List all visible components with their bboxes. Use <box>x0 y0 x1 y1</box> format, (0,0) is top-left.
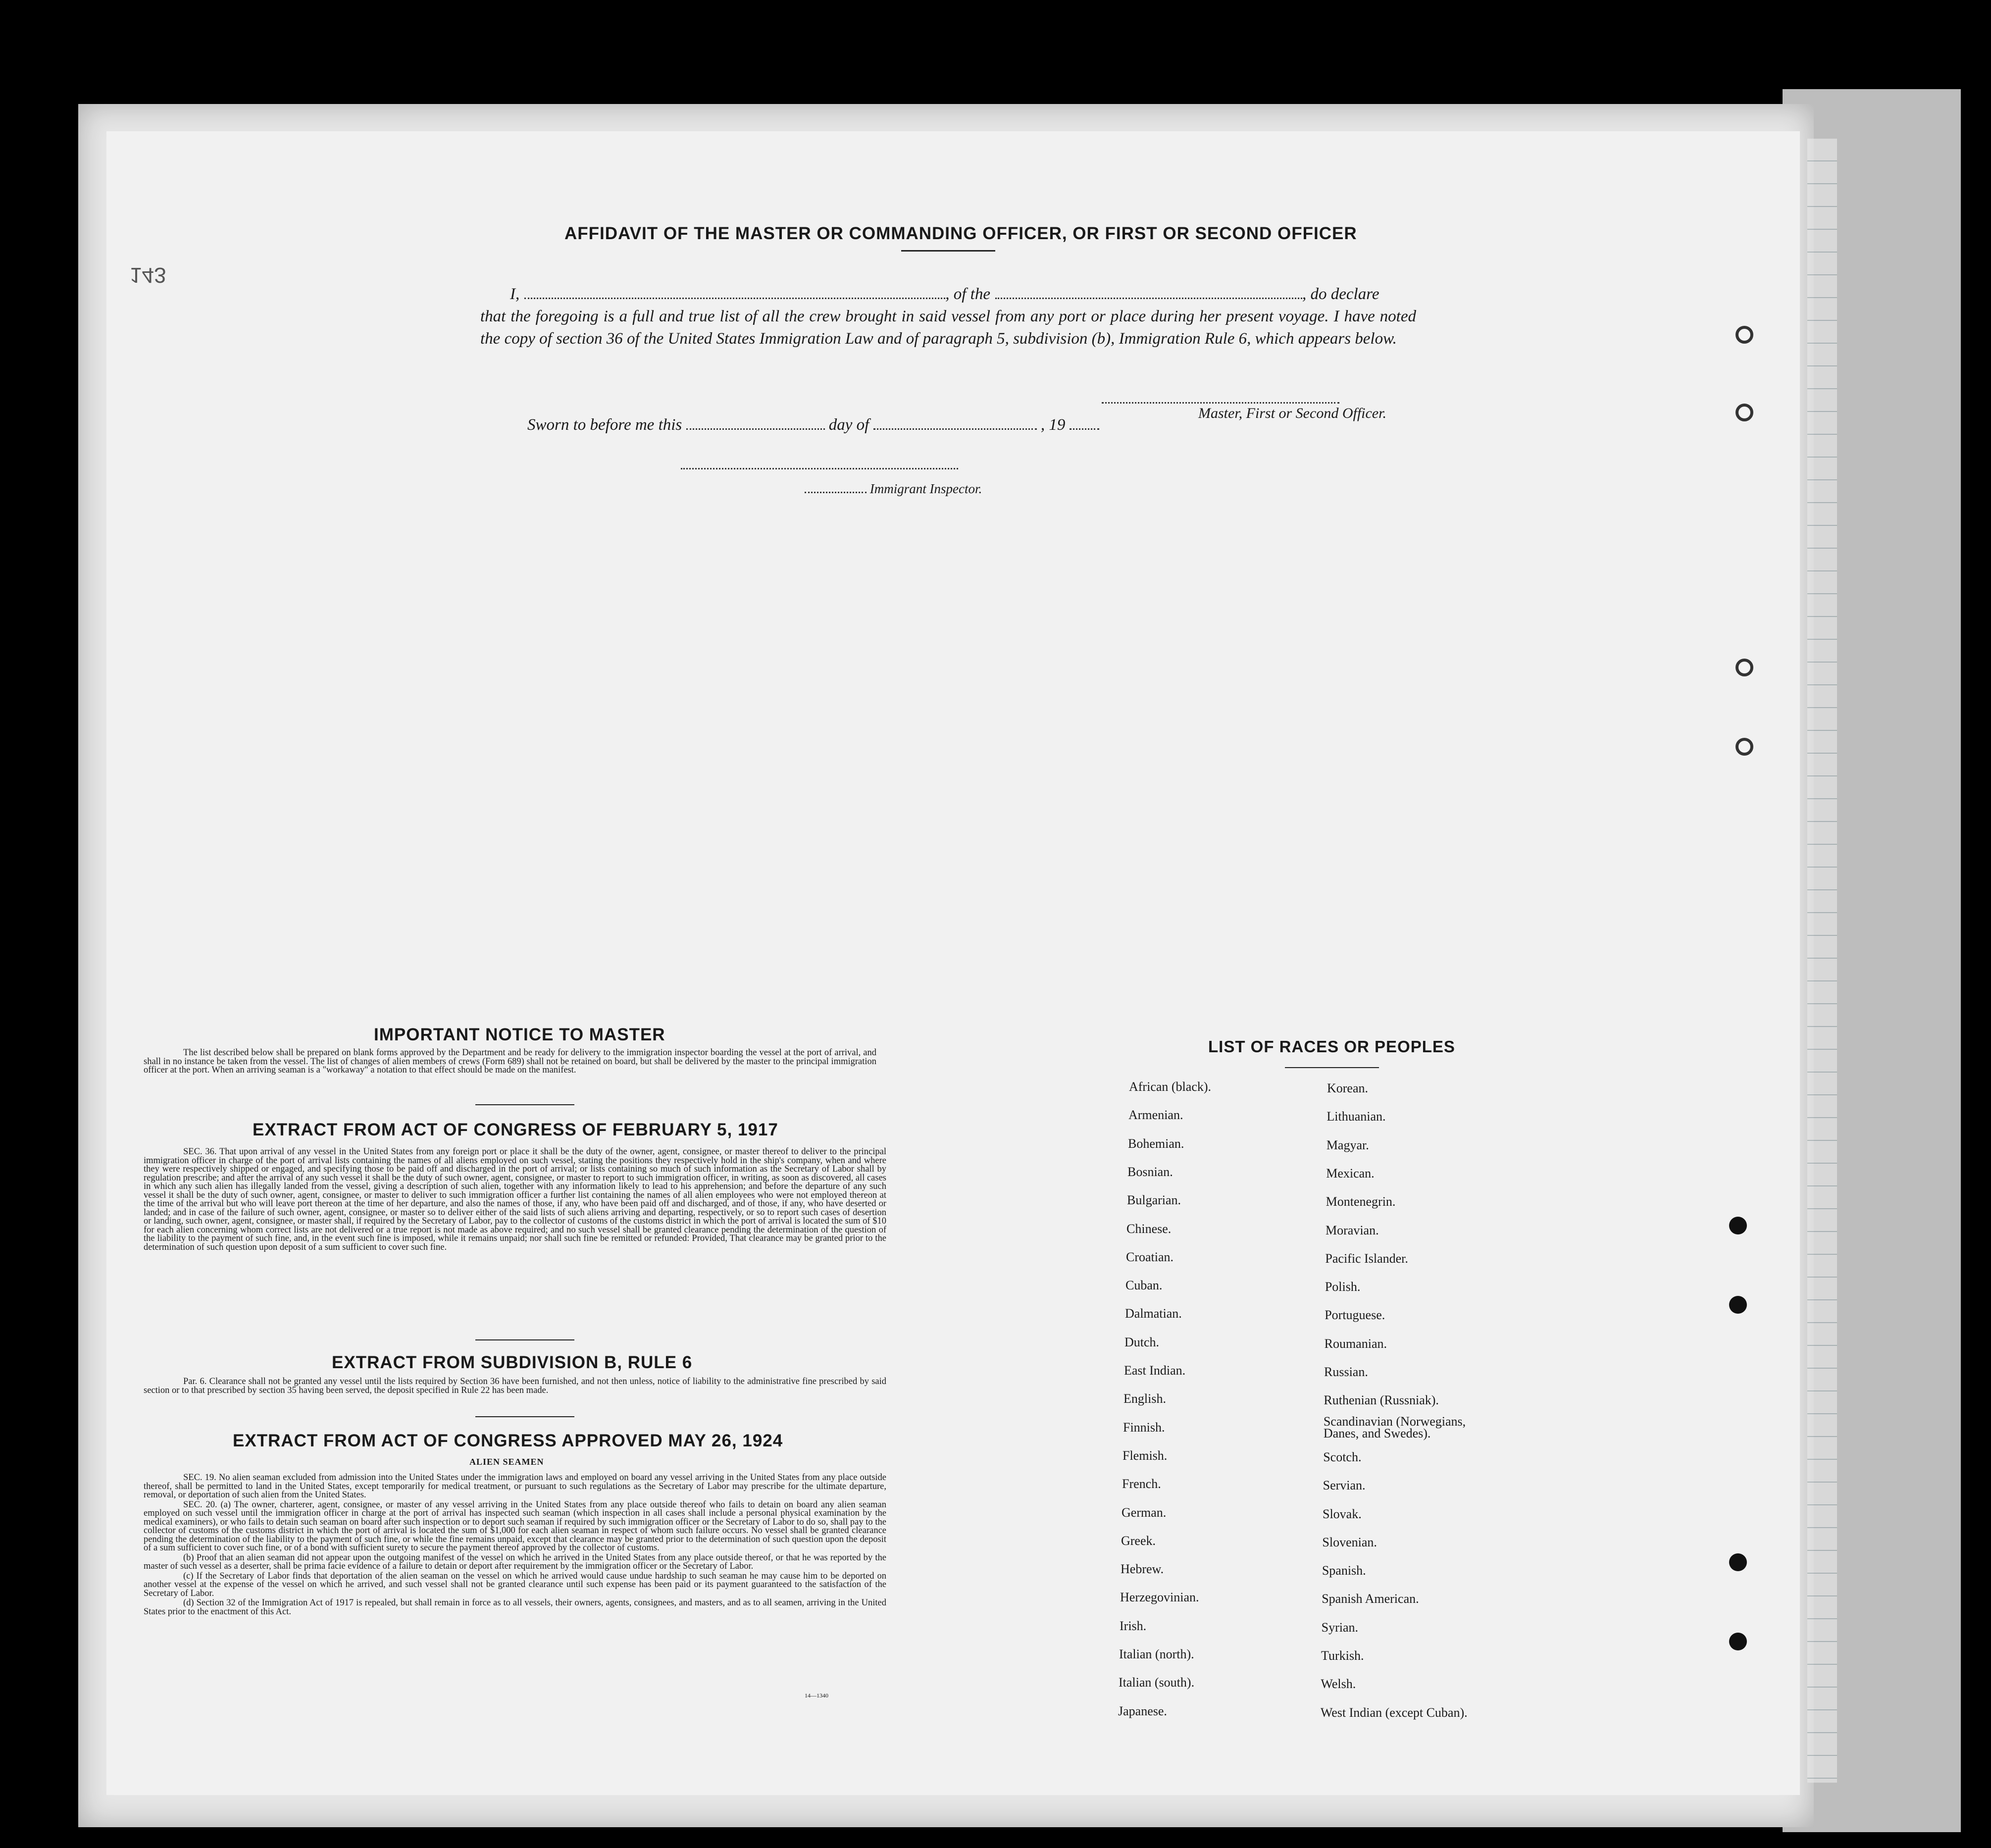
race-item: Dalmatian. <box>1125 1306 1182 1321</box>
extract-rule6-title: EXTRACT FROM SUBDIVISION B, RULE 6 <box>332 1353 693 1372</box>
race-item: Spanish. <box>1322 1563 1366 1578</box>
notice-paragraph: The list described below shall be prepared on blank forms approved by the Department and be ready for delivery to the immigration inspector boarding the vessel at the port of arrival, and shall in no instance be taken from the vessel. The list of changes of alien members of crews (Form 689) shall not be retained on board, but shall be delivered by the master to the principal immigration officer at the port. When an arriving seaman is a "workaway" a notation to that effect should be made on the manifest. <box>144 1048 876 1075</box>
races-title: LIST OF RACES OR PEOPLES <box>1208 1037 1455 1056</box>
race-item: Pacific Islander. <box>1325 1251 1408 1266</box>
section-20c-text: (c) If the Secretary of Labor finds that deportation of the alien seaman on the vessel on which he arrived would cause undue hardship to such seaman he may cause him to be deported on another vessel at the expense of the vessel on which he arrived, and such vessel shall not be granted clearance until such expense has been paid or its payment guaranteed to the satisfaction of the Secretary of Labor. <box>144 1571 886 1598</box>
vessel-field[interactable] <box>995 298 1302 299</box>
notice-title: IMPORTANT NOTICE TO MASTER <box>374 1025 665 1044</box>
declarant-prefix: I, <box>510 285 520 303</box>
race-item: Mexican. <box>1326 1166 1375 1181</box>
races-rule <box>1285 1067 1379 1068</box>
binder-hole <box>1729 1553 1747 1571</box>
master-signature-line[interactable] <box>1102 402 1339 404</box>
race-item: Korean. <box>1327 1081 1369 1095</box>
race-item: Herzegovinian. <box>1120 1590 1199 1605</box>
extract-rule6-body <box>144 1378 886 1396</box>
form-number: 14—1340 <box>805 1692 828 1699</box>
section-rule <box>475 1104 574 1105</box>
section-rule <box>475 1416 574 1417</box>
race-item: Montenegrin. <box>1326 1194 1396 1209</box>
section-rule <box>475 1339 574 1340</box>
sworn-year-field[interactable] <box>1070 428 1099 430</box>
binder-hole <box>1736 738 1753 756</box>
race-item: Croatian. <box>1126 1249 1174 1264</box>
race-item: Moravian. <box>1326 1223 1379 1237</box>
race-item: Scandinavian (Norwegians, Danes, and Swedes). <box>1323 1414 1466 1440</box>
race-item: Welsh. <box>1321 1677 1356 1692</box>
race-item: Portuguese. <box>1325 1308 1385 1323</box>
title-rule <box>901 250 995 252</box>
master-signature-label: Master, First or Second Officer. <box>1198 405 1386 421</box>
extract-1924-title: EXTRACT FROM ACT OF CONGRESS APPROVED MAY 26, 1924 <box>233 1431 783 1450</box>
binder-hole <box>1729 1296 1747 1314</box>
race-item: Scotch. <box>1323 1449 1362 1464</box>
extract-1917-title: EXTRACT FROM ACT OF CONGRESS OF FEBRUARY 5, 1917 <box>253 1120 778 1139</box>
race-item: Lithuanian. <box>1327 1109 1386 1124</box>
sworn-line <box>527 416 1099 434</box>
section-19-text: SEC. 19. No alien seaman excluded from admission into the United States under the immigration laws and employed on board any vessel arriving in the United States from any place outside thereof, shall be permitted to land in the United States, except temporarily for medical treatment, or pursuant to such regulations as the Secretary of Labor may prescribe for the ultimate departure, removal, or deportation of such alien from the United States. <box>144 1473 886 1500</box>
inspector-dots <box>805 492 867 493</box>
race-item: Hebrew. <box>1121 1562 1164 1577</box>
inspector-label <box>805 481 982 497</box>
ruled-edge <box>1807 139 1837 1783</box>
race-item: Chinese. <box>1126 1221 1172 1236</box>
race-item: Japanese. <box>1118 1703 1167 1718</box>
affidavit-title: AFFIDAVIT OF THE MASTER OR COMMANDING OFFICER, OR FIRST OR SECOND OFFICER <box>564 224 1357 243</box>
section-20b-text: (b) Proof that an alien seaman did not appear upon the outgoing manifest of the vessel on which he arrived in the United States from any place outside thereof, or that he was reported by the master of such vessel as a deserter, shall be prima facie evidence of a failure to detain or deport after requirement by the immigration officer or the Secretary of Labor. <box>144 1552 886 1571</box>
binder-hole <box>1729 1217 1747 1234</box>
race-item: Roumanian. <box>1324 1336 1387 1351</box>
race-item: Syrian. <box>1321 1620 1358 1635</box>
sworn-prefix: Sworn to before me this <box>527 416 682 434</box>
race-item: Magyar. <box>1326 1137 1369 1152</box>
race-item: Italian (north). <box>1119 1647 1194 1661</box>
affidavit-statement: that the foregoing is a full and true list of all the crew brought in said vessel from any port or place during her present voyage. I have noted the copy of section 36 of the United States Immigration Law and of paragraph 5, subdivision (b), Immigration Rule 6, which appears below. <box>480 308 1416 348</box>
affidavit-body <box>480 283 1416 350</box>
race-item: Dutch. <box>1124 1335 1160 1349</box>
race-item: Irish. <box>1120 1618 1147 1633</box>
alien-seamen-subtitle: ALIEN SEAMEN <box>469 1457 544 1467</box>
binder-hole <box>1736 659 1753 676</box>
race-item: Slovenian. <box>1322 1535 1377 1549</box>
extract-1924-body <box>144 1474 886 1617</box>
sworn-month-field[interactable] <box>873 428 1037 430</box>
race-item: Finnish. <box>1123 1420 1165 1435</box>
race-item: Italian (south). <box>1119 1675 1195 1690</box>
race-item: Russian. <box>1324 1365 1368 1379</box>
extract-1917-body <box>144 1148 886 1253</box>
inspector-label-text: Immigrant Inspector. <box>869 481 982 496</box>
sworn-year-label: , 19 <box>1040 416 1066 434</box>
race-item: Bohemian. <box>1128 1136 1184 1151</box>
margin-stamp: 143 <box>130 263 166 287</box>
race-item: West Indian (except Cuban). <box>1320 1705 1468 1720</box>
race-item: Turkish. <box>1321 1648 1364 1663</box>
race-item: Cuban. <box>1125 1278 1163 1293</box>
race-item: French. <box>1122 1477 1161 1491</box>
declare-text: , do declare <box>1302 285 1379 303</box>
race-item: Greek. <box>1121 1533 1156 1548</box>
sworn-day-label: day of <box>828 416 869 434</box>
race-item: Ruthenian (Russniak). <box>1324 1393 1439 1408</box>
binder-hole <box>1729 1633 1747 1650</box>
notice-body <box>144 1049 876 1076</box>
race-item: Slovak. <box>1323 1506 1362 1521</box>
vessel-prefix: , of the <box>945 285 990 303</box>
race-item: African (black). <box>1129 1079 1212 1094</box>
race-item: Spanish American. <box>1322 1591 1419 1606</box>
section-36-text: SEC. 36. That upon arrival of any vessel in the United States from any foreign port or place it shall be the duty of the owner, agent, consignee, or master thereof to deliver to the principal immigration officer in charge of the port of arrival lists containing the names of all aliens employed on such vessel, stating the positions they respectively hold in the ship's company, when and where they were respectively shipped or engaged, and specifying those to be paid off and discharged in the port of arrival; or lists containing so much of such information as the Secretary of Labor shall by regulation prescribe; and after the arrival of any such vessel it shall be the duty of such owner, agent, consignee, or master to report to such immigration officer, in writing, as soon as discovered, all cases in which any such alien has illegally landed from the vessel, giving a description of such alien, together with any information likely to lead to his apprehension; and before the departure of any such vessel it shall be the duty of such owner, agent, consignee, or master to deliver to such immigration officer a further list containing the names of all alien employees who were not employed thereon at the time of the arrival but who will leave port thereon at the time of her departure, and also the names of those, if any, who have been paid off and discharged, and of those, if any, who have deserted or landed; and in case of the failure of such owner, agent, consignee, or master so to deliver either of the said lists of such aliens arriving and departing, respectively, or so to report such cases of desertion or landing, such owner, agent, consignee, or master shall, if required by the Secretary of Labor, pay to the collector of customs of the customs district in which the port of arrival is located the sum of $10 for each alien concerning whom correct lists are not delivered or a true report is not made as above required; and no such vessel shall be granted clearance pending the determination of the question of the liability to the payment of such fine, and, in the event such fine is imposed, while it remains unpaid; nor shall such fine be remitted or refunded: Provided, That clearance may be granted prior to the determination of such question upon deposit of a sum sufficient to cover such fine. <box>144 1147 886 1252</box>
race-item: English. <box>1123 1391 1166 1406</box>
race-item: Flemish. <box>1123 1448 1168 1463</box>
inspector-signature-line[interactable] <box>681 468 958 469</box>
sworn-day-field[interactable] <box>686 428 825 430</box>
race-item: German. <box>1122 1505 1167 1520</box>
race-item: Bosnian. <box>1127 1164 1173 1179</box>
section-20a-text: SEC. 20. (a) The owner, charterer, agent, consignee, or master of any vessel arriving in the United States from any place outside thereof who fails to detain on board any alien seaman employed on such vessel until the immigration officer in charge at the port of arrival has inspected such seaman (which inspection in all cases shall include a personal physical examination by the medical examiners), or who fails to detain such seaman on board after such inspection or to deport such seaman if required by such immigration officer or the Secretary of Labor to do so, shall pay to the collector of customs of the customs district in which the port of arrival is located the sum of $1,000 for each alien seaman in respect of whom such failure occurs. No vessel shall be granted clearance pending the determination of the liability to the payment of such fine, or while the fine remains unpaid, except that clearance may be granted prior to the determination of such question upon the deposit of a sum sufficient to cover such fine, or of a bond with sufficient surety to secure the payment thereof approved by the collector of customs. <box>144 1499 886 1553</box>
section-20d-text: (d) Section 32 of the Immigration Act of 1917 is repealed, but shall remain in force as to all vessels, their owners, agents, consignees, and masters, and as to all seamen, arriving in the United States prior to the enactment of this Act. <box>144 1598 886 1617</box>
name-field[interactable] <box>524 298 945 299</box>
binder-hole <box>1736 326 1753 344</box>
race-item: Bulgarian. <box>1127 1193 1181 1208</box>
race-item: East Indian. <box>1124 1363 1186 1378</box>
race-item: Polish. <box>1325 1280 1361 1294</box>
declaration-line <box>480 283 1416 306</box>
race-item: Armenian. <box>1128 1108 1183 1123</box>
paragraph-6-text: Par. 6. Clearance shall not be granted any vessel until the lists required by Section 36 have been furnished, and not then unless, notice of liability to the administrative fine prescribed by said section or to that prescribed by section 35 having been served, the deposit specified in Rule 22 has been made. <box>144 1377 886 1395</box>
race-item: Servian. <box>1323 1478 1366 1493</box>
binder-hole <box>1736 404 1753 421</box>
